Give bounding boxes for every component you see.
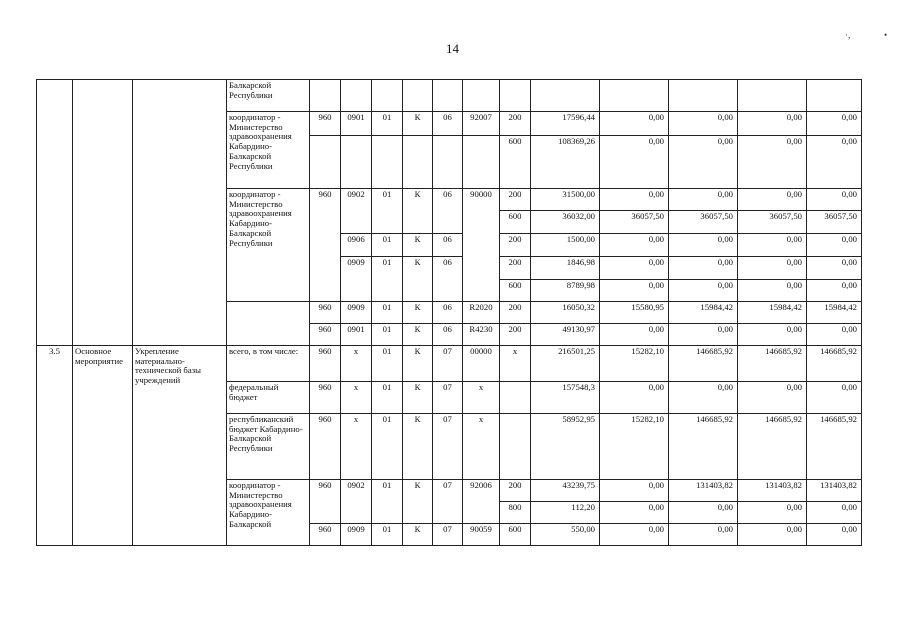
- cs3-cell: 07: [433, 524, 463, 546]
- cs3-cell: 06: [433, 234, 463, 257]
- value-cell: 0,00: [669, 189, 738, 211]
- rz-cell: 0901: [341, 324, 372, 346]
- value-cell: 15984,42: [807, 302, 862, 324]
- cs1-cell: 01: [372, 324, 403, 346]
- program-funding-table: [36, 79, 862, 546]
- cs1-cell: 01: [372, 189, 403, 234]
- value-cell: 15580,95: [600, 302, 669, 324]
- cs3-cell: 07: [433, 480, 463, 524]
- cs3-cell: 06: [433, 302, 463, 324]
- value-cell: 0,00: [600, 257, 669, 280]
- gr-cell: [310, 136, 341, 189]
- gr-cell: 960: [310, 189, 341, 302]
- num-cell: [37, 80, 73, 346]
- gr-cell: 960: [310, 414, 341, 480]
- cs1-cell: 01: [372, 257, 403, 302]
- value-cell: 146685,92: [738, 414, 807, 480]
- value-cell: 31500,00: [531, 189, 600, 211]
- vr-cell: 800: [500, 502, 531, 524]
- cs2-cell: К: [403, 346, 433, 382]
- cs3-cell: 07: [433, 346, 463, 382]
- rz-cell: x: [341, 414, 372, 480]
- value-cell: 1846,98: [531, 257, 600, 280]
- value-cell: 0,00: [669, 502, 738, 524]
- type-cell: [73, 80, 133, 346]
- value-cell: 0,00: [738, 524, 807, 546]
- rz-cell: 0902: [341, 189, 372, 234]
- value-cell: 58952,95: [531, 414, 600, 480]
- page-number: 14: [446, 41, 459, 56]
- item-type: Основное мероприятие: [73, 346, 133, 546]
- value-cell: 0,00: [738, 280, 807, 302]
- value-cell: 146685,92: [669, 414, 738, 480]
- cs3-cell: 07: [433, 414, 463, 480]
- value-cell: 0,00: [600, 524, 669, 546]
- value-cell: 36057,50: [738, 211, 807, 234]
- cs2-cell: К: [403, 234, 433, 257]
- table-row: [37, 80, 862, 112]
- value-cell: 49130,97: [531, 324, 600, 346]
- cs4-cell: [463, 80, 500, 112]
- gr-cell: [310, 80, 341, 112]
- vr-cell: 600: [500, 136, 531, 189]
- vr-cell: [500, 382, 531, 414]
- value-cell: 0,00: [807, 382, 862, 414]
- value-cell: 131403,82: [738, 480, 807, 502]
- value-cell: [807, 80, 862, 112]
- cs4-cell: R4230: [463, 324, 500, 346]
- cs2-cell: К: [403, 302, 433, 324]
- value-cell: 0,00: [600, 280, 669, 302]
- cs1-cell: 01: [372, 414, 403, 480]
- cs2-cell: К: [403, 524, 433, 546]
- value-cell: 0,00: [600, 112, 669, 136]
- corner-mark: ·,: [845, 30, 851, 40]
- cs1-cell: 01: [372, 346, 403, 382]
- value-cell: 0,00: [669, 280, 738, 302]
- name-cell: [227, 302, 310, 346]
- value-cell: 36057,50: [600, 211, 669, 234]
- value-cell: 112,20: [531, 502, 600, 524]
- value-cell: 0,00: [669, 136, 738, 189]
- rz-cell: [341, 136, 372, 189]
- value-cell: 0,00: [738, 324, 807, 346]
- vr-cell: 200: [500, 324, 531, 346]
- value-cell: 0,00: [600, 480, 669, 502]
- vr-cell: 600: [500, 524, 531, 546]
- value-cell: 0,00: [738, 502, 807, 524]
- cs4-cell: x: [463, 382, 500, 414]
- rz-cell: 0909: [341, 524, 372, 546]
- value-cell: 550,00: [531, 524, 600, 546]
- gr-cell: 960: [310, 382, 341, 414]
- value-cell: [600, 80, 669, 112]
- name-cell: всего, в том числе:: [227, 346, 310, 382]
- value-cell: 146685,92: [738, 346, 807, 382]
- value-cell: 0,00: [738, 382, 807, 414]
- name-cell: Балкарской Республики: [227, 80, 310, 112]
- vr-cell: 200: [500, 234, 531, 257]
- value-cell: 146685,92: [807, 346, 862, 382]
- corner-mark: •: [884, 30, 888, 40]
- cs3-cell: 06: [433, 324, 463, 346]
- value-cell: 0,00: [807, 257, 862, 280]
- cs2-cell: [403, 80, 433, 112]
- vr-cell: 200: [500, 257, 531, 280]
- gr-cell: 960: [310, 524, 341, 546]
- cs4-cell: x: [463, 414, 500, 480]
- cs4-cell: 90059: [463, 524, 500, 546]
- value-cell: 36032,00: [531, 211, 600, 234]
- value-cell: 0,00: [669, 234, 738, 257]
- value-cell: 15282,10: [600, 346, 669, 382]
- gr-cell: 960: [310, 480, 341, 524]
- value-cell: 0,00: [669, 524, 738, 546]
- vr-cell: 600: [500, 280, 531, 302]
- cs3-cell: 06: [433, 189, 463, 234]
- table-row: [37, 346, 862, 382]
- name-cell: федеральный бюджет: [227, 382, 310, 414]
- value-cell: 16050,32: [531, 302, 600, 324]
- cs1-cell: 01: [372, 112, 403, 136]
- value-cell: 0,00: [807, 524, 862, 546]
- vr-cell: 600: [500, 211, 531, 234]
- value-cell: 108369,26: [531, 136, 600, 189]
- vr-cell: 200: [500, 302, 531, 324]
- value-cell: 0,00: [669, 382, 738, 414]
- value-cell: 43239,75: [531, 480, 600, 502]
- value-cell: 0,00: [807, 136, 862, 189]
- cs2-cell: К: [403, 189, 433, 234]
- cs4-cell: 00000: [463, 346, 500, 382]
- name-cell: координатор - Министерство здравоохранения Кабардино-Балкарской Республики: [227, 189, 310, 302]
- cs1-cell: 01: [372, 234, 403, 257]
- value-cell: 15984,42: [738, 302, 807, 324]
- value-cell: [531, 80, 600, 112]
- gr-cell: 960: [310, 112, 341, 136]
- value-cell: 216501,25: [531, 346, 600, 382]
- value-cell: 0,00: [600, 324, 669, 346]
- value-cell: 0,00: [738, 234, 807, 257]
- cs2-cell: К: [403, 480, 433, 524]
- cs3-cell: 06: [433, 257, 463, 302]
- vr-cell: 200: [500, 189, 531, 211]
- name-cell: республиканский бюджет Кабардино-Балкарской Республики: [227, 414, 310, 480]
- rz-cell: x: [341, 382, 372, 414]
- name-cell: координатор - Министерство здравоохранения Кабардино-Балкарской Республики: [227, 112, 310, 189]
- cs4-cell: 92006: [463, 480, 500, 524]
- rz-cell: 0909: [341, 302, 372, 324]
- rz-cell: 0909: [341, 257, 372, 302]
- cs2-cell: К: [403, 324, 433, 346]
- cs2-cell: К: [403, 414, 433, 480]
- rz-cell: 0906: [341, 234, 372, 257]
- value-cell: 0,00: [600, 502, 669, 524]
- value-cell: 1500,00: [531, 234, 600, 257]
- value-cell: 146685,92: [807, 414, 862, 480]
- vr-cell: x: [500, 346, 531, 382]
- vr-cell: 200: [500, 112, 531, 136]
- cs2-cell: К: [403, 382, 433, 414]
- value-cell: 0,00: [738, 136, 807, 189]
- value-cell: 0,00: [600, 234, 669, 257]
- gr-cell: 960: [310, 346, 341, 382]
- value-cell: 0,00: [807, 280, 862, 302]
- value-cell: 17596,44: [531, 112, 600, 136]
- value-cell: 0,00: [807, 234, 862, 257]
- cs3-cell: 06: [433, 112, 463, 136]
- cs4-cell: R2020: [463, 302, 500, 324]
- value-cell: 0,00: [669, 112, 738, 136]
- value-cell: 146685,92: [669, 346, 738, 382]
- value-cell: 0,00: [807, 324, 862, 346]
- vr-cell: [500, 414, 531, 480]
- rz-cell: [341, 80, 372, 112]
- cs4-cell: 92007: [463, 112, 500, 136]
- cs2-cell: [403, 136, 433, 189]
- vr-cell: 200: [500, 480, 531, 502]
- cs3-cell: 07: [433, 382, 463, 414]
- cs3-cell: [433, 80, 463, 112]
- value-cell: 131403,82: [807, 480, 862, 502]
- value-cell: 36057,50: [669, 211, 738, 234]
- value-cell: 0,00: [738, 257, 807, 280]
- cs1-cell: 01: [372, 302, 403, 324]
- cs1-cell: [372, 80, 403, 112]
- gr-cell: 960: [310, 324, 341, 346]
- value-cell: 0,00: [669, 257, 738, 280]
- value-cell: 0,00: [738, 189, 807, 211]
- value-cell: 0,00: [807, 502, 862, 524]
- cs3-cell: [433, 136, 463, 189]
- value-cell: 0,00: [600, 136, 669, 189]
- title-cell: [133, 80, 227, 346]
- cs1-cell: 01: [372, 382, 403, 414]
- cs1-cell: [372, 136, 403, 189]
- cs4-cell: 90000: [463, 189, 500, 302]
- value-cell: [669, 80, 738, 112]
- value-cell: 8789,98: [531, 280, 600, 302]
- value-cell: 0,00: [600, 382, 669, 414]
- cs2-cell: К: [403, 257, 433, 302]
- name-cell: координатор - Министерство здравоохранения Кабардино-Балкарской: [227, 480, 310, 546]
- value-cell: 0,00: [600, 189, 669, 211]
- value-cell: 0,00: [807, 112, 862, 136]
- cs4-cell: [463, 136, 500, 189]
- rz-cell: x: [341, 346, 372, 382]
- rz-cell: 0902: [341, 480, 372, 524]
- value-cell: 0,00: [669, 324, 738, 346]
- item-title: Укрепление материально-технической базы учреждений: [133, 346, 227, 546]
- cs1-cell: 01: [372, 524, 403, 546]
- vr-cell: [500, 80, 531, 112]
- cs2-cell: К: [403, 112, 433, 136]
- value-cell: 131403,82: [669, 480, 738, 502]
- item-number: 3.5: [37, 346, 73, 546]
- value-cell: 15282,10: [600, 414, 669, 480]
- value-cell: 157548,3: [531, 382, 600, 414]
- value-cell: 0,00: [738, 112, 807, 136]
- value-cell: 15984,42: [669, 302, 738, 324]
- value-cell: 36057,50: [807, 211, 862, 234]
- value-cell: [738, 80, 807, 112]
- cs1-cell: 01: [372, 480, 403, 524]
- rz-cell: 0901: [341, 112, 372, 136]
- value-cell: 0,00: [807, 189, 862, 211]
- gr-cell: 960: [310, 302, 341, 324]
